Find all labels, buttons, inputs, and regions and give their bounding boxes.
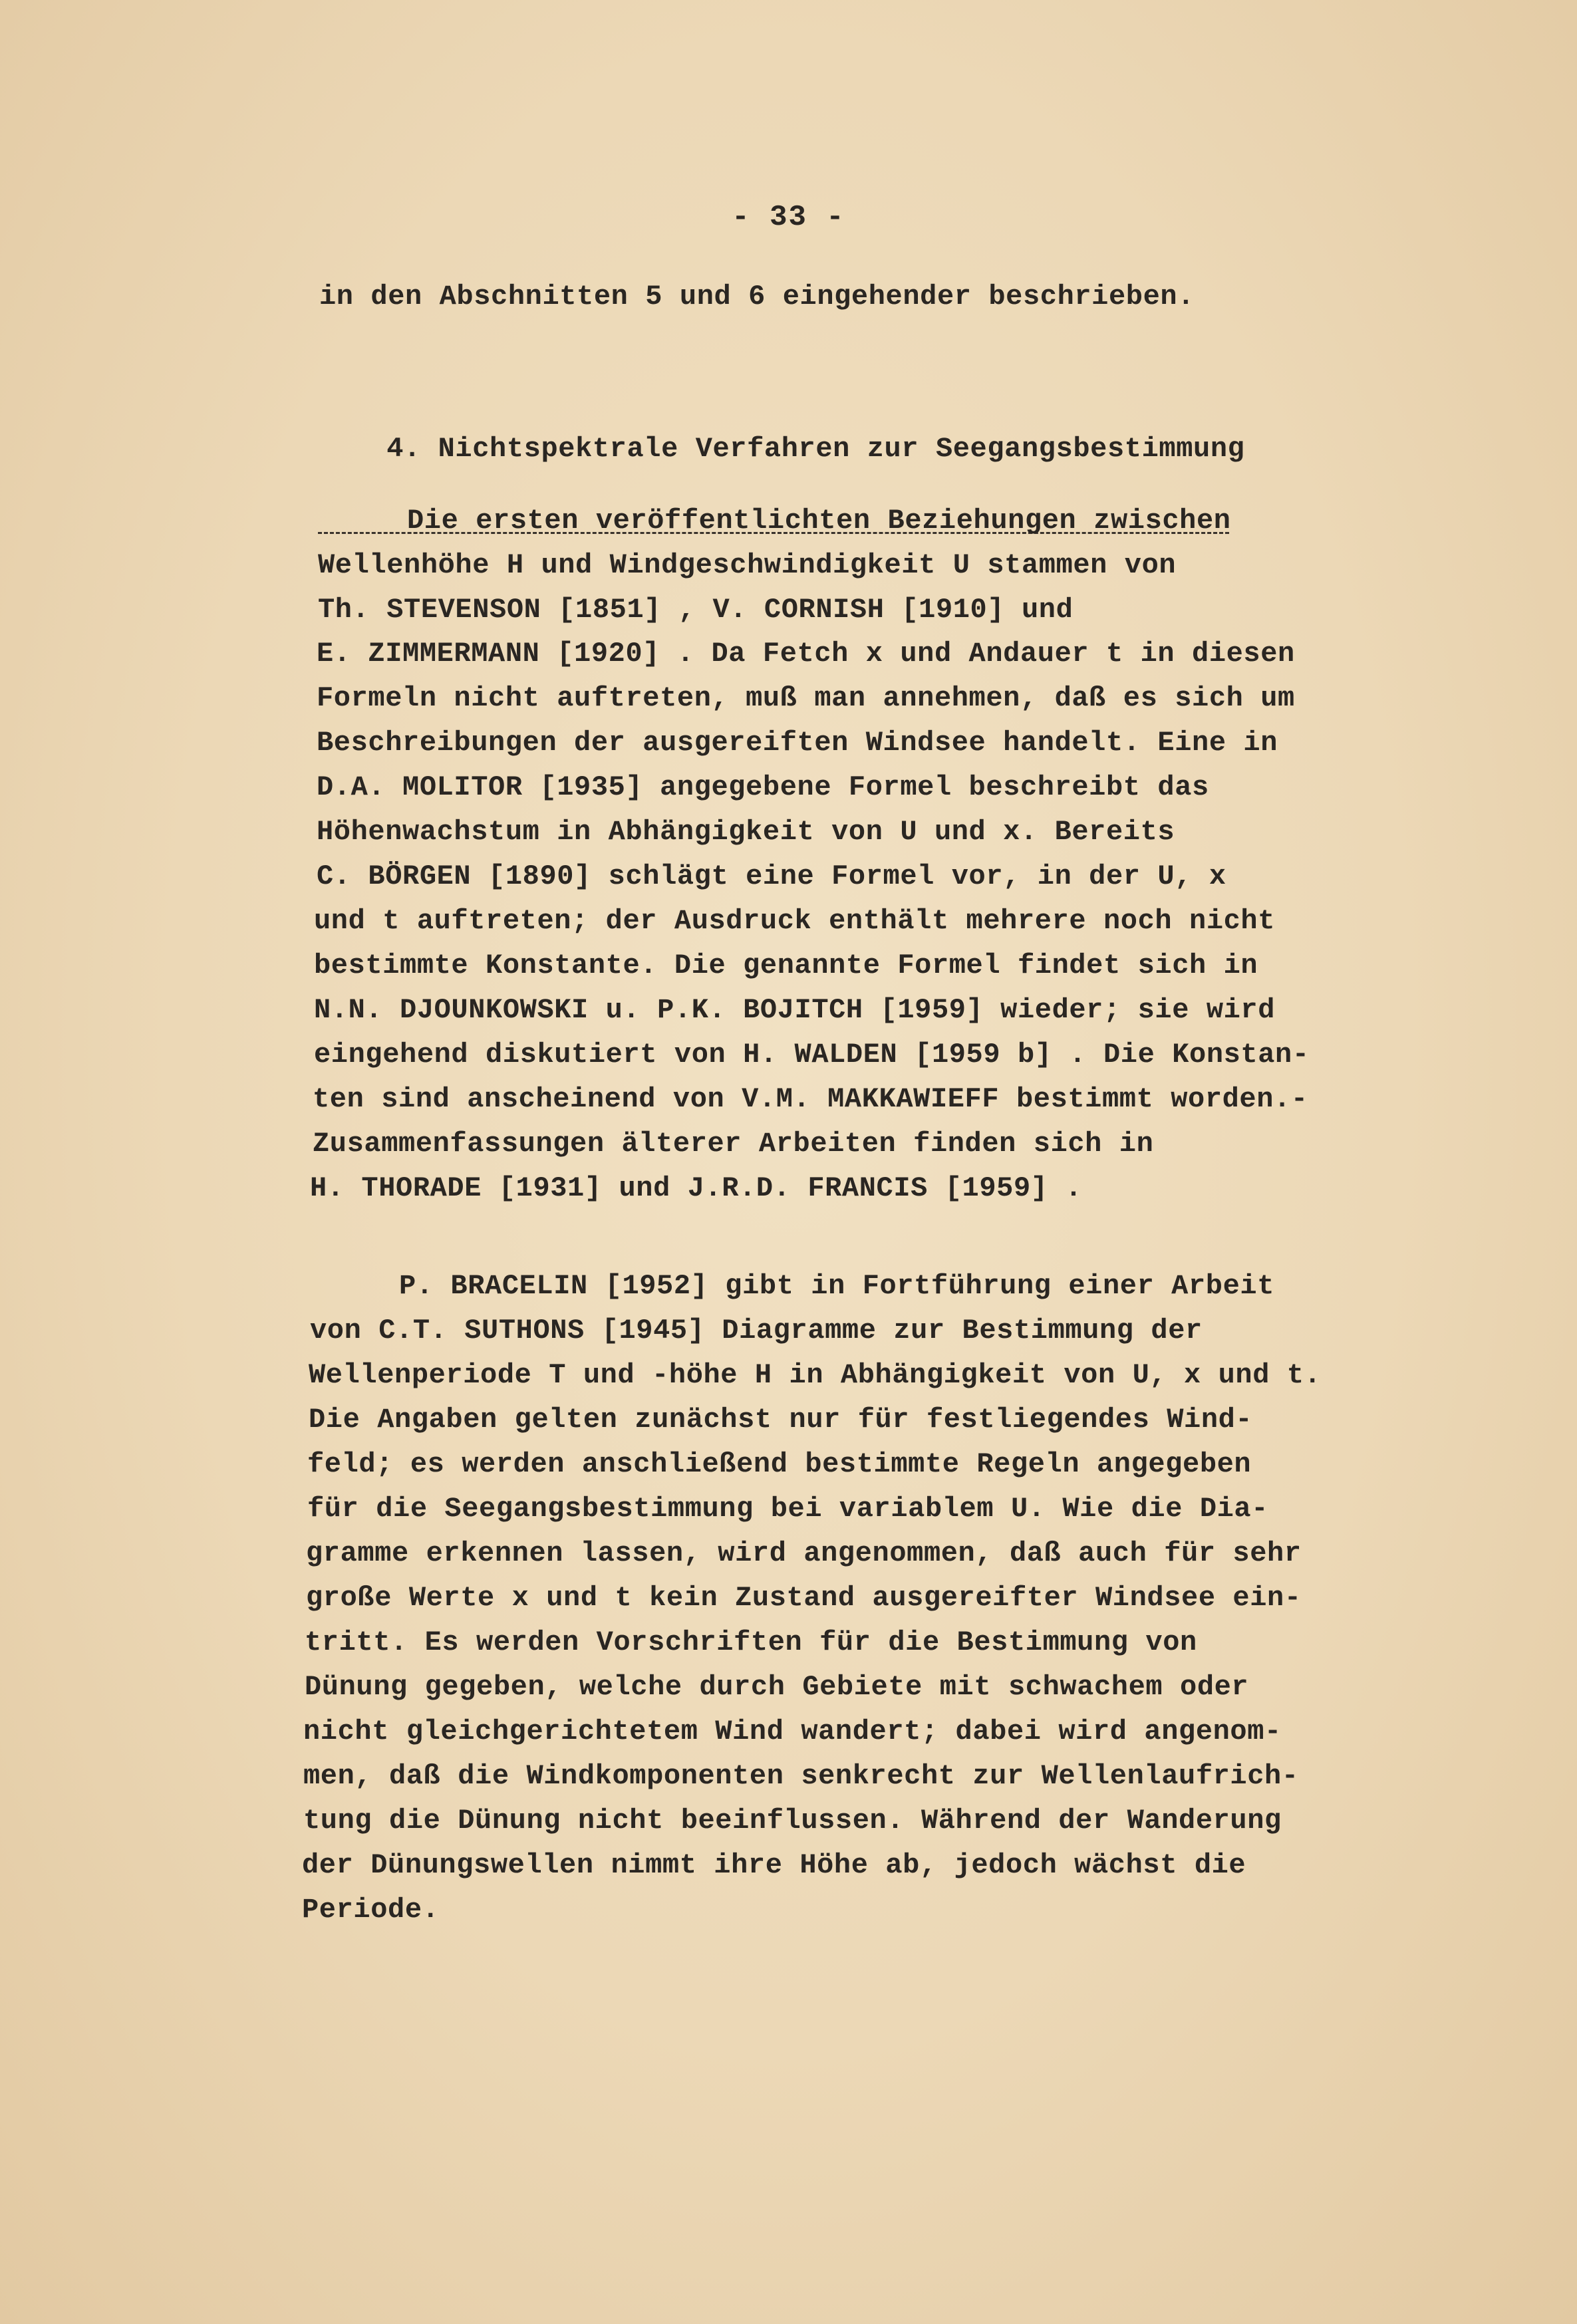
paragraph-1-line: bestimmte Konstante. Die genannte Formel findet sich in [314, 950, 1258, 981]
paragraph-1-line: Zusammenfassungen älterer Arbeiten finden sich in [313, 1128, 1154, 1160]
paragraph-1-line: Th. STEVENSON [1851] , V. CORNISH [1910] und [318, 594, 1074, 626]
paragraph-1-line: Formeln nicht auftreten, muß man annehmen, daß es sich um [317, 682, 1295, 714]
paragraph-1-line: Wellenhöhe H und Windgeschwindigkeit U stammen von [318, 549, 1177, 581]
paragraph-2-line: von C.T. SUTHONS [1945] Diagramme zur Bestimmung der [310, 1315, 1203, 1347]
page-number: - 33 - [732, 201, 845, 234]
paragraph-1-line: eingehend diskutiert von H. WALDEN [1959 b] . Die Konstan- [314, 1039, 1310, 1071]
paragraph-2-line: feld; es werden anschließend bestimmte Regeln angegeben [307, 1448, 1252, 1480]
paragraph-2-line: Die Angaben gelten zunächst nur für festliegendes Wind- [309, 1404, 1253, 1436]
paragraph-1-line: C. BÖRGEN [1890] schlägt eine Formel vor, in der U, x [317, 860, 1226, 892]
intro-line: in den Abschnitten 5 und 6 eingehender beschrieben. [319, 281, 1195, 313]
paragraph-2-line: große Werte x und t kein Zustand ausgereifter Windsee ein- [306, 1582, 1302, 1614]
paragraph-1-line: ten sind anscheinend von V.M. MAKKAWIEFF bestimmt worden.- [313, 1083, 1308, 1115]
paragraph-2-line: der Dünungswellen nimmt ihre Höhe ab, jedoch wächst die [302, 1849, 1246, 1881]
paragraph-1-line: N.N. DJOUNKOWSKI u. P.K. BOJITCH [1959] wieder; sie wird [314, 994, 1276, 1026]
section-heading-text: 4. Nichtspektrale Verfahren zur Seegangsbestimmung [386, 433, 1245, 465]
paragraph-1-line: Höhenwachstum in Abhängigkeit von U und x. Bereits [317, 816, 1175, 848]
paragraph-2-line: P. BRACELIN [1952] gibt in Fortführung einer Arbeit [399, 1270, 1275, 1302]
paragraph-2-line: tung die Dünung nicht beeinflussen. Während der Wanderung [303, 1805, 1282, 1837]
paragraph-2-line: gramme erkennen lassen, wird angenommen, daß auch für sehr [306, 1537, 1302, 1569]
paragraph-2-line: men, daß die Windkomponenten senkrecht zur Wellenlaufrich- [303, 1760, 1299, 1792]
paragraph-1-line: H. THORADE [1931] und J.R.D. FRANCIS [1959] . [310, 1172, 1083, 1204]
paragraph-1-line: E. ZIMMERMANN [1920] . Da Fetch x und Andauer t in diesen [317, 638, 1295, 670]
paragraph-2-line: für die Seegangsbestimmung bei variablem U. Wie die Dia- [307, 1493, 1269, 1525]
paragraph-1-line: D.A. MOLITOR [1935] angegebene Formel beschreibt das [317, 771, 1209, 803]
paragraph-2-line: Dünung gegeben, welche durch Gebiete mit schwachem oder [305, 1671, 1249, 1703]
paragraph-1-line: Die ersten veröffentlichten Beziehungen zwischen [407, 505, 1231, 537]
paragraph-1-line: Beschreibungen der ausgereiften Windsee handelt. Eine in [317, 727, 1278, 759]
paragraph-1-line: und t auftreten; der Ausdruck enthält mehrere noch nicht [314, 905, 1276, 937]
paragraph-2-line: Periode. [302, 1894, 440, 1926]
paragraph-2-line: nicht gleichgerichtetem Wind wandert; dabei wird angenom- [303, 1716, 1282, 1747]
paragraph-2-line: tritt. Es werden Vorschriften für die Bestimmung von [305, 1626, 1197, 1658]
paragraph-2-line: Wellenperiode T und -höhe H in Abhängigkeit von U, x und t. [309, 1359, 1322, 1391]
